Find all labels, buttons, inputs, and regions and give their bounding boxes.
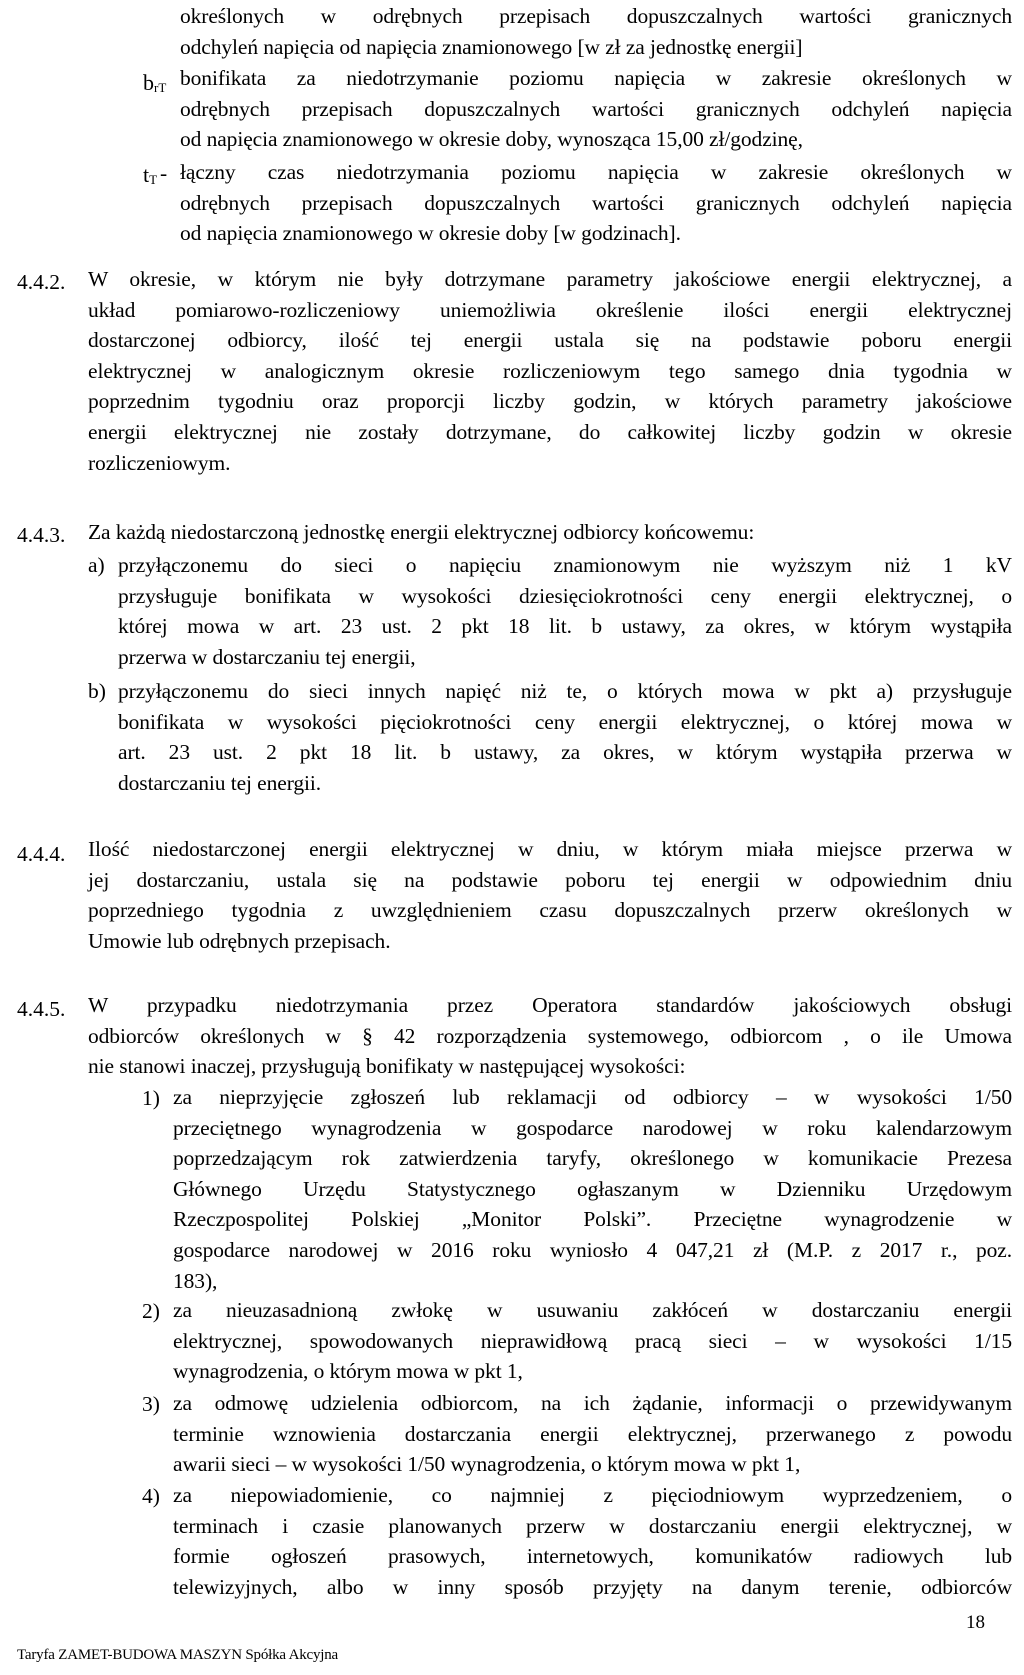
list-item <box>173 1082 1012 1296</box>
text-line: wynagrodzenia, o którym mowa w pkt 1, <box>173 1359 523 1384</box>
text-line: awarii sieci – w wysokości 1/50 wynagrodzenia, o którym mowa w pkt 1, <box>173 1452 801 1477</box>
footer-company: Taryfa ZAMET-BUDOWA MASZYN Spółka Akcyjna <box>17 1647 338 1663</box>
text-line: przyłączonemu do sieci o napięciu znamionowym nie wyższym niż 1 kV <box>118 553 1012 577</box>
text-line: łączny czas niedotrzymania poziomu napięcia w zakresie określonych w <box>180 160 1012 184</box>
text-line: poprzednim tygodniu oraz proporcji liczby godzin, w których parametry jakościowe <box>88 389 1012 414</box>
definition-dash: - <box>160 161 168 185</box>
text-line: przyłączonemu do sieci innych napięć niż te, o których mowa w pkt a) przysługuje <box>118 679 1012 703</box>
section-4-4-3-intro <box>88 517 1012 548</box>
section-4-4-2 <box>88 264 1012 478</box>
text-line: Ilość niedostarczonej energii elektrycznej w dniu, w którym miała miejsce przerwa w <box>88 837 1012 861</box>
list-item <box>118 676 1012 798</box>
section-number: 4.4.4. <box>17 842 66 866</box>
section-number: 4.4.2. <box>17 270 66 294</box>
list-marker: 3) <box>142 1392 160 1416</box>
text-line: Za każdą niedostarczoną jednostkę energii elektrycznej odbiorcy końcowemu: <box>88 520 755 544</box>
text-line: W przypadku niedotrzymania przez Operatora standardów jakościowych obsługi <box>88 993 1012 1017</box>
text-line: Głównego Urzędu Statystycznego ogłaszanym w Dzienniku Urzędowym <box>173 1176 1012 1201</box>
text-line: od napięcia znamionowego w okresie doby [w godzinach]. <box>180 221 681 246</box>
section-number: 4.4.5. <box>17 997 66 1021</box>
text-line: elektrycznej, spowodowanych nieprawidłową pracą sieci – w wysokości 1/15 <box>173 1328 1012 1353</box>
text-line: rozliczeniowym. <box>88 450 231 475</box>
text-line: poprzedniego tygodnia z uwzględnieniem czasu dopuszczalnych przerw określonych w <box>88 898 1012 923</box>
text-line: określonych w odrębnych przepisach dopuszczalnych wartości granicznych <box>180 4 1012 28</box>
text-line: art. 23 ust. 2 pkt 18 lit. b ustawy, za okres, w którym wystąpiła przerwa w <box>118 740 1012 765</box>
text-line: odchyleń napięcia od napięcia znamionowego [w zł za jednostkę energii] <box>180 34 803 59</box>
text-line: za odmowę udzielenia odbiorcom, na ich żądanie, informacji o przewidywanym <box>173 1391 1012 1415</box>
list-item <box>173 1480 1012 1602</box>
text-line: przeciętnego wynagrodzenia w gospodarce narodowej w roku kalendarzowym <box>173 1115 1012 1140</box>
list-item <box>173 1295 1012 1387</box>
list-marker: 4) <box>142 1484 160 1508</box>
text-line: nie stanowi inaczej, przysługują bonifikaty w następującej wysokości: <box>88 1054 686 1079</box>
text-line: bonifikata za niedotrzymanie poziomu napięcia w zakresie określonych w <box>180 66 1012 90</box>
section-4-4-5-intro <box>88 990 1012 1082</box>
text-line: przerwa w dostarczaniu tej energii, <box>118 644 416 669</box>
text-line: odrębnych przepisach dopuszczalnych wartości granicznych odchyleń napięcia <box>180 96 1012 121</box>
text-line: odbiorców określonych w § 42 rozporządzenia systemowego, odbiorcom , o ile Umowa <box>88 1023 1012 1048</box>
text-line: formie ogłoszeń prasowych, internetowych, komunikatów radiowych lub <box>173 1544 1012 1569</box>
list-item <box>118 550 1012 672</box>
text-line: W okresie, w którym nie były dotrzymane parametry jakościowe energii elektrycznej, a <box>88 267 1012 291</box>
text-line: za niepowiadomienie, co najmniej z pięciodniowym wyprzedzeniem, o <box>173 1483 1012 1507</box>
text-line: której mowa w art. 23 ust. 2 pkt 18 lit. b ustawy, za okres, w którym wystąpiła <box>118 614 1012 639</box>
text-line: 183), <box>173 1268 218 1293</box>
text-line: przysługuje bonifikata w wysokości dziesięciokrotności ceny energii elektrycznej, o <box>118 583 1012 608</box>
section-number: 4.4.3. <box>17 523 66 547</box>
text-line: odrębnych przepisach dopuszczalnych wartości granicznych odchyleń napięcia <box>180 190 1012 215</box>
list-item <box>173 1388 1012 1480</box>
text-line: poprzedzającym rok zatwierdzenia taryfy, określonego w komunikacie Prezesa <box>173 1146 1012 1171</box>
text-line: gospodarce narodowej w 2016 roku wyniosło 4 047,21 zł (M.P. z 2017 r., poz. <box>173 1237 1012 1262</box>
text-line: układ pomiarowo-rozliczeniowy uniemożliwia określenie ilości energii elektrycznej <box>88 297 1012 322</box>
definition-intro <box>180 1 1012 62</box>
definition-brt <box>180 63 1012 155</box>
text-line: dostarczonej odbiorcy, ilość tej energii ustala się na podstawie poboru energii <box>88 328 1012 353</box>
list-marker: a) <box>88 553 105 577</box>
text-line: od napięcia znamionowego w okresie doby, wynosząca 15,00 zł/godzinę, <box>180 127 803 152</box>
list-marker: 2) <box>142 1299 160 1323</box>
text-line: za nieprzyjęcie zgłoszeń lub reklamacji od odbiorcy – w wysokości 1/50 <box>173 1085 1012 1109</box>
text-line: bonifikata w wysokości pięciokrotności ceny energii elektrycznej, o której mowa w <box>118 709 1012 734</box>
text-line: Umowie lub odrębnych przepisach. <box>88 928 391 953</box>
symbol-tt: $t_T$ <box>143 162 158 187</box>
text-line: energii elektrycznej nie zostały dotrzymane, do całkowitej liczby godzin w okresie <box>88 419 1012 444</box>
symbol-brt: $b_{rT}$ <box>143 70 167 95</box>
text-line: dostarczaniu tej energii. <box>118 770 322 795</box>
list-marker: 1) <box>142 1086 160 1110</box>
text-line: terminach i czasie planowanych przerw w dostarczaniu energii elektrycznej, w <box>173 1513 1012 1538</box>
text-line: elektrycznej w analogicznym okresie rozliczeniowym tego samego dnia tygodnia w <box>88 358 1012 383</box>
text-line: terminie wznowienia dostarczania energii elektrycznej, przerwanego z powodu <box>173 1421 1012 1446</box>
text-line: za nieuzasadnioną zwłokę w usuwaniu zakłóceń w dostarczaniu energii <box>173 1298 1012 1322</box>
text-line: jej dostarczaniu, ustala się na podstawie poboru tej energii w odpowiednim dniu <box>88 867 1012 892</box>
list-marker: b) <box>88 679 106 703</box>
definition-tt <box>180 157 1012 249</box>
text-line: Rzeczpospolitej Polskiej „Monitor Polski”. Przeciętne wynagrodzenie w <box>173 1207 1012 1232</box>
page-number: 18 <box>966 1612 985 1633</box>
text-line: telewizyjnych, albo w inny sposób przyjęty na danym terenie, odbiorców <box>173 1574 1012 1599</box>
section-4-4-4 <box>88 834 1012 956</box>
